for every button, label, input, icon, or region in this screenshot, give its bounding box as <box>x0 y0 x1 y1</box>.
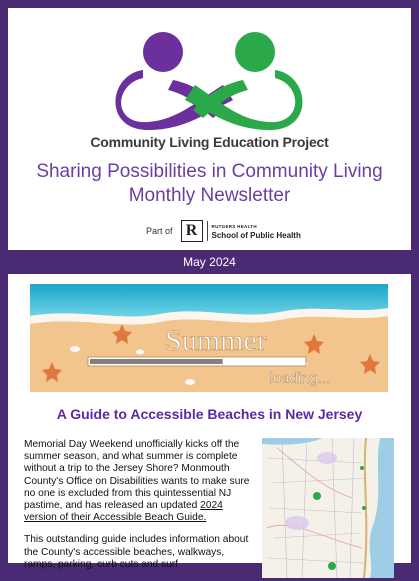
banner-summer-word: Summer <box>165 324 267 357</box>
part-of-label: Part of <box>146 226 173 236</box>
school-of-public-health-label: School of Public Health <box>211 231 301 240</box>
part-of-rutgers <box>146 220 301 242</box>
article-paragraph-1 <box>24 439 254 524</box>
tagline-line2: Monthly Newsletter <box>128 185 291 206</box>
newsletter-header <box>8 8 411 248</box>
clep-logo <box>103 30 313 130</box>
paragraph-1-text: Memorial Day Weekend unofficially kicks off the summer season, and what summer is complete without a trip to the Jersey Shore? Monmouth County's Office on Disabilities wants to make sure no one is excluded from this quintessential NJ pastime, and has released an updated <box>24 439 250 512</box>
date-band <box>8 250 411 274</box>
rutgers-divider <box>207 221 208 241</box>
banner-loading-text: loading... <box>269 370 331 387</box>
beach-guide-link[interactable]: 2024 version of their Accessible Beach Guide. <box>24 500 223 524</box>
newsletter-frame <box>8 8 411 570</box>
article-paragraph-2: This outstanding guide includes information about the County's accessible beaches, walkways, ramps, parking, curb cuts and surf <box>24 534 249 570</box>
rutgers-r-icon: R <box>181 220 203 242</box>
article-title: A Guide to Accessible Beaches in New Jersey <box>56 406 363 422</box>
monmouth-county-map-image <box>262 438 394 578</box>
issue-date: May 2024 <box>183 255 236 269</box>
article-body <box>24 439 254 581</box>
tagline-line1: Sharing Possibilities in Community Living <box>36 161 383 182</box>
summer-banner-image <box>30 284 388 392</box>
org-name: Community Living Education Project <box>90 134 329 150</box>
loading-bar-fill <box>90 359 223 364</box>
rutgers-wordmark <box>212 222 301 240</box>
rutgers-health-label: RUTGERS HEALTH <box>211 224 257 229</box>
